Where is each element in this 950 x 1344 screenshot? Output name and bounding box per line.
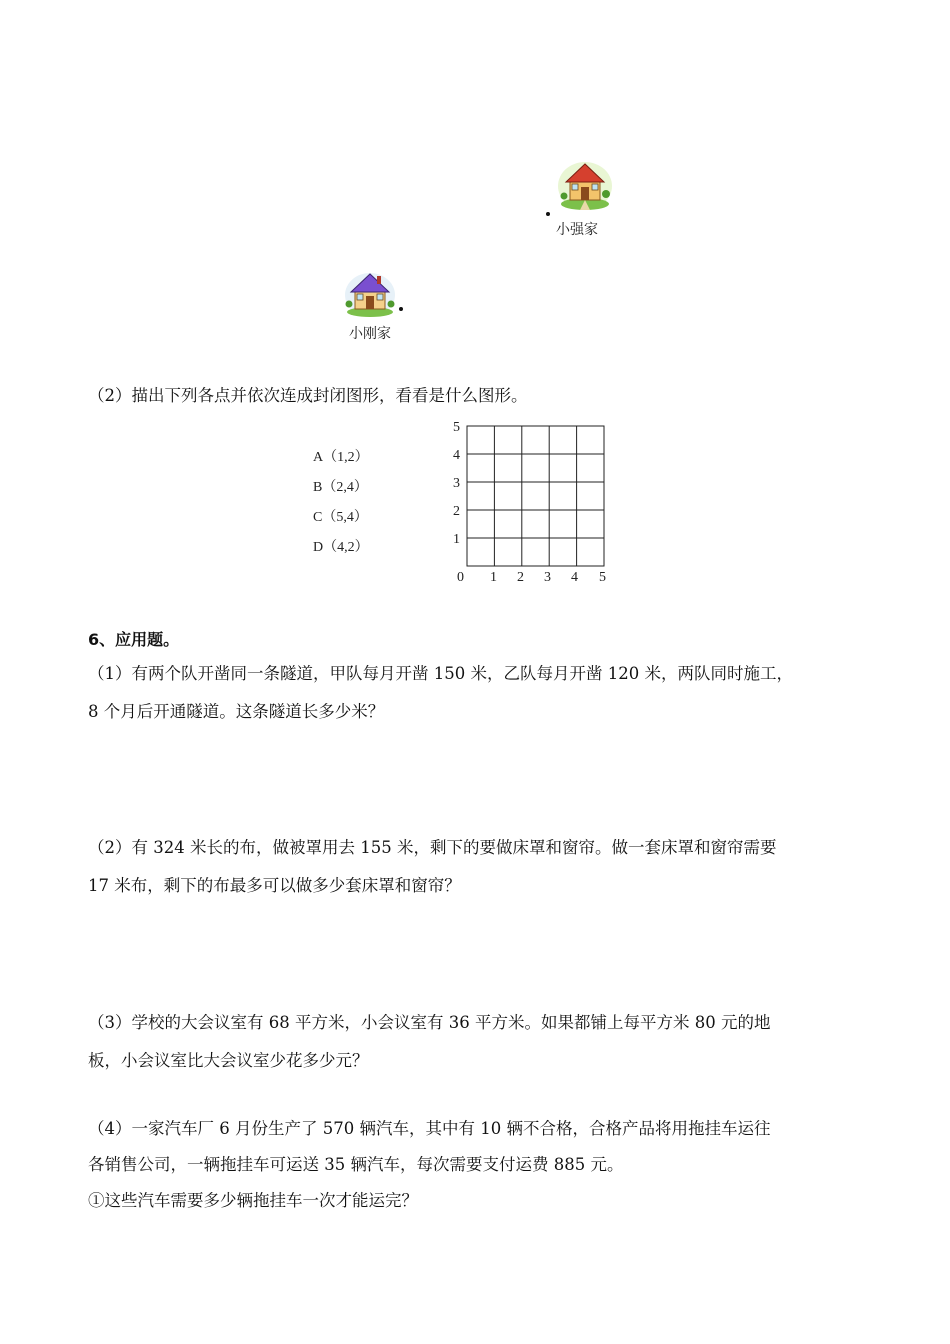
house-icon (343, 268, 399, 318)
point-a: A（1,2） (313, 450, 369, 465)
point-b: B（2,4） (313, 480, 368, 495)
x-label-4: 4 (571, 570, 578, 585)
y-label-4: 4 (453, 448, 460, 463)
problem-4 (88, 1111, 770, 1219)
house-xiaoqiang (556, 156, 614, 212)
x-label-3: 3 (544, 570, 551, 585)
x-label-0: 0 (457, 570, 464, 585)
x-label-2: 2 (517, 570, 524, 585)
question-2-prompt: （2）描出下列各点并依次连成封闭图形，看看是什么图形。 (88, 386, 528, 405)
y-label-3: 3 (453, 476, 460, 491)
problem-2 (88, 829, 776, 905)
point-c: C（5,4） (313, 510, 368, 525)
location-dot-xiaoqiang (546, 212, 550, 216)
x-label-1: 1 (490, 570, 497, 585)
problem-1 (88, 655, 793, 731)
problem-3-line-1: （3）学校的大会议室有 68 平方米，小会议室有 36 平方米。如果都铺上每平方米 80 元的地 (88, 1013, 771, 1032)
problem-4-line-1: （4）一家汽车厂 6 月份生产了 570 辆汽车，其中有 10 辆不合格，合格产品将用拖挂车运往 (88, 1119, 771, 1138)
problem-3 (88, 1004, 770, 1080)
problem-4-line-2: 各销售公司，一辆拖挂车可运送 35 辆汽车，每次需要支付运费 885 元。 (88, 1155, 624, 1174)
problem-3-line-2: 板，小会议室比大会议室少花多少元？ (88, 1051, 369, 1070)
location-dot-xiaogang (399, 307, 403, 311)
problem-1-line-2: 8 个月后开通隧道。这条隧道长多少米？ (88, 702, 385, 721)
problem-1-line-1: （1）有两个队开凿同一条隧道，甲队每月开凿 150 米，乙队每月开凿 120 米，两队同时施工， (88, 664, 793, 683)
house-icon (556, 156, 614, 212)
y-label-5: 5 (453, 420, 460, 435)
point-d: D（4,2） (313, 540, 369, 555)
coordinate-grid (440, 418, 620, 593)
house-xiaogang (343, 268, 399, 318)
house-label-xiaoqiang: 小强家 (556, 222, 598, 238)
y-label-2: 2 (453, 504, 460, 519)
y-label-1: 1 (453, 532, 460, 547)
problem-2-line-2: 17 米布，剩下的布最多可以做多少套床罩和窗帘？ (88, 876, 461, 895)
problem-2-line-1: （2）有 324 米长的布，做被罩用去 155 米，剩下的要做床罩和窗帘。做一套床罩和窗帘需要 (88, 838, 777, 857)
problem-4-subquestion-1: ①这些汽车需要多少辆拖挂车一次才能运完？ (88, 1191, 418, 1210)
section-6-heading: 6、应用题。 (88, 630, 180, 649)
x-label-5: 5 (599, 570, 606, 585)
house-label-xiaogang: 小刚家 (349, 326, 391, 342)
